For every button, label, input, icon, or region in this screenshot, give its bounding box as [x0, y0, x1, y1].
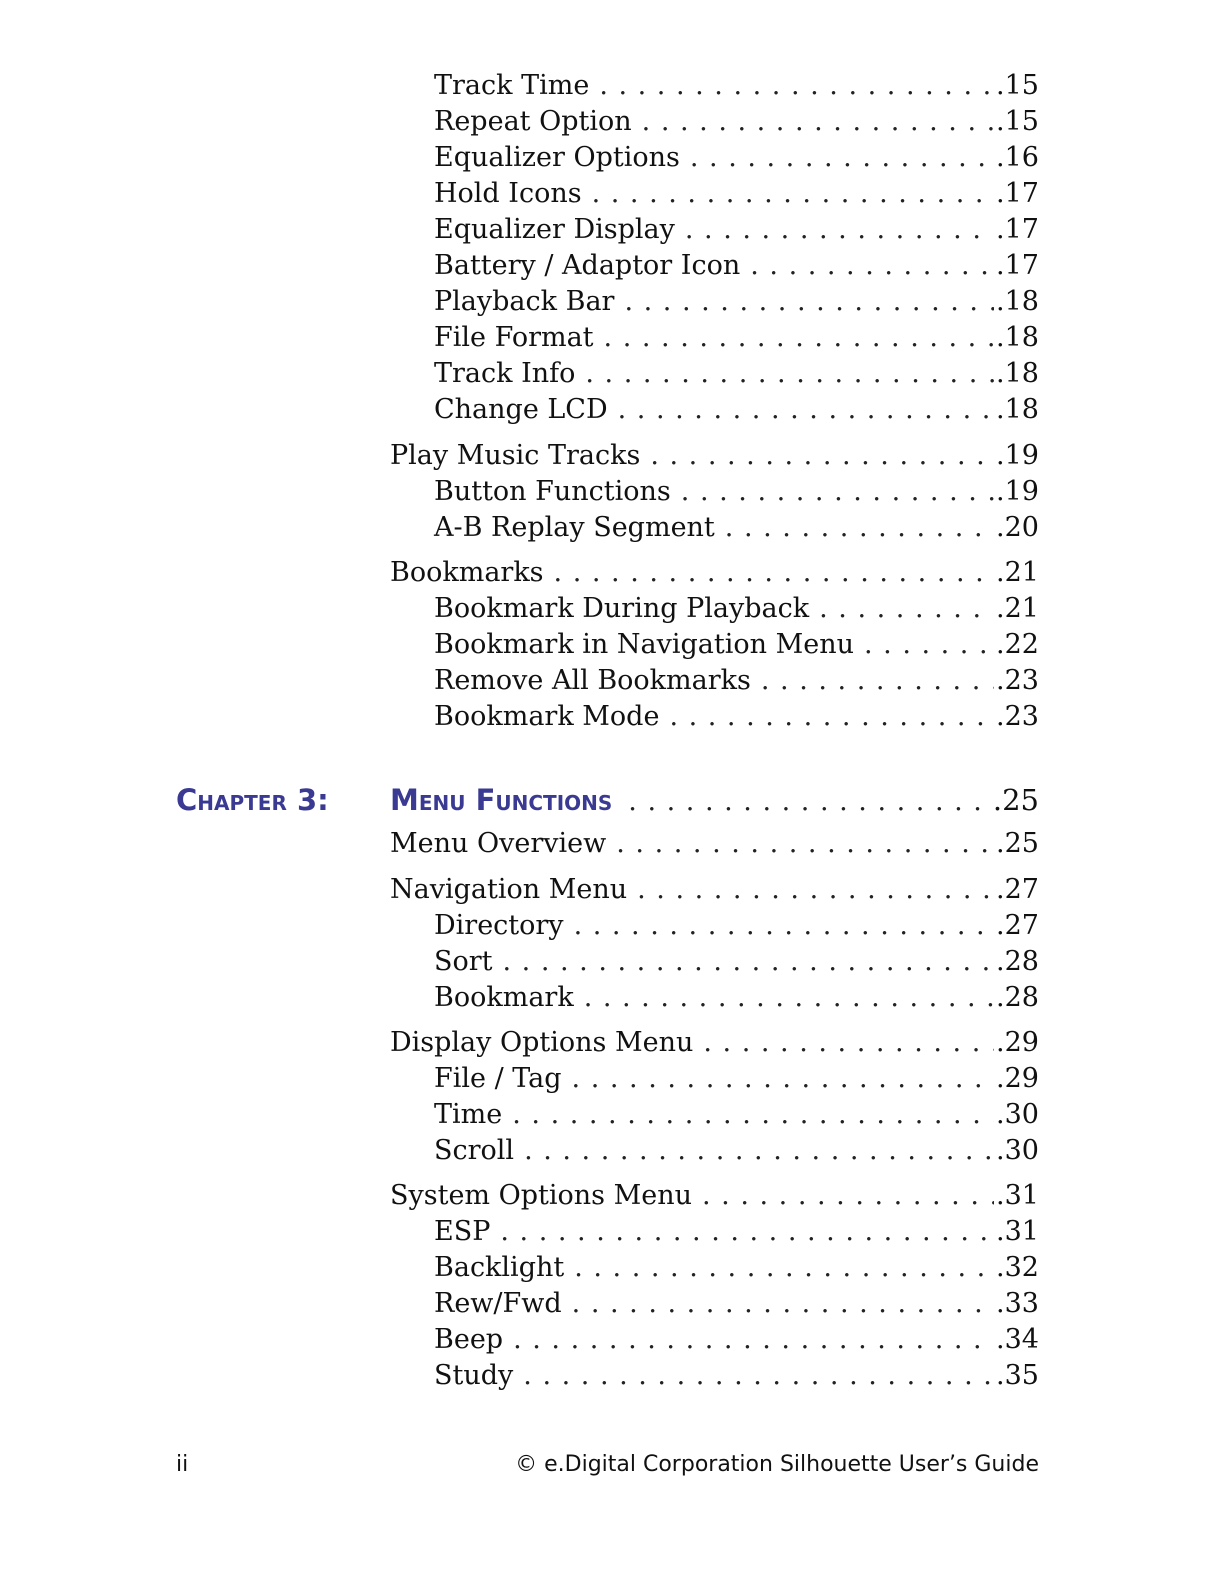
toc-entry-title: Equalizer Display: [434, 214, 675, 245]
toc-entry-page: .15: [996, 106, 1039, 137]
toc-entry-title: File / Tag: [434, 1063, 562, 1094]
toc-section-entry[interactable]: [390, 872, 1039, 908]
toc-entry-page: .23: [996, 665, 1039, 696]
toc-entry[interactable]: [434, 68, 1039, 104]
toc-section-entry[interactable]: [390, 438, 1039, 474]
toc-entry-page: .31: [996, 1180, 1039, 1211]
toc-entry-page: .20: [996, 512, 1039, 543]
toc-entry-page: .27: [996, 910, 1039, 941]
toc-dot-leader: [584, 980, 994, 1016]
toc-entry-title: Scroll: [434, 1135, 515, 1166]
toc-entry-page: .17: [996, 178, 1039, 209]
toc-entry[interactable]: [434, 140, 1039, 176]
toc-dot-leader: [574, 1250, 994, 1286]
toc-dot-leader: [574, 908, 994, 944]
toc-entry[interactable]: [434, 248, 1039, 284]
toc-dot-leader: [642, 104, 994, 140]
toc-entry-page: .28: [996, 946, 1039, 977]
toc-entry-page: .18: [996, 358, 1039, 389]
toc-dot-leader: [616, 826, 994, 862]
toc-entry-page: .17: [996, 250, 1039, 281]
toc-entry-title: Track Time: [434, 70, 590, 101]
toc-section-entry[interactable]: [390, 555, 1039, 591]
toc-entry-title: Play Music Tracks: [390, 440, 641, 471]
toc-entry-title: Hold Icons: [434, 178, 582, 209]
toc-dot-leader: [618, 392, 994, 428]
toc-entry-title: Change LCD: [434, 394, 608, 425]
toc-entry[interactable]: [434, 212, 1039, 248]
toc-dot-leader: [513, 1322, 994, 1358]
toc-entry[interactable]: [434, 510, 1039, 546]
toc-entry[interactable]: [434, 1250, 1039, 1286]
chapter-page: .25: [992, 783, 1039, 817]
toc-section-entry[interactable]: [390, 826, 1039, 862]
toc-entry[interactable]: [434, 1214, 1039, 1250]
toc-entry-page: .28: [996, 982, 1039, 1013]
toc-entry[interactable]: [434, 284, 1039, 320]
toc-entry[interactable]: [434, 1061, 1039, 1097]
chapter-label: Chapter 3:: [176, 783, 329, 817]
toc-dot-leader: [572, 1061, 995, 1097]
toc-entry-title: Beep: [434, 1324, 504, 1355]
toc-entry-page: .18: [996, 286, 1039, 317]
toc-entry-page: .21: [996, 557, 1039, 588]
toc-entry[interactable]: [434, 320, 1039, 356]
toc-entry-page: .19: [996, 476, 1039, 507]
toc-entry-title: Navigation Menu: [390, 874, 628, 905]
toc-section-entry[interactable]: [390, 1025, 1039, 1061]
toc-dot-leader: [523, 1358, 994, 1394]
toc-dot-leader: [685, 212, 994, 248]
toc-entry-title: Button Functions: [434, 476, 671, 507]
toc-entry-page: .34: [996, 1324, 1039, 1355]
toc-entry[interactable]: [434, 1097, 1039, 1133]
toc-entry-title: Remove All Bookmarks: [434, 665, 751, 696]
toc-dot-leader: [703, 1025, 994, 1061]
toc-entry-page: .30: [996, 1135, 1039, 1166]
toc-entry-title: Bookmark in Navigation Menu: [434, 629, 854, 660]
toc-entry[interactable]: [434, 392, 1039, 428]
toc-entry-title: Battery / Adaptor Icon: [434, 250, 741, 281]
toc-entry-page: .18: [996, 322, 1039, 353]
toc-entry[interactable]: [434, 908, 1039, 944]
chapter-heading-entry[interactable]: [390, 780, 1039, 820]
toc-entry-title: Directory: [434, 910, 564, 941]
toc-dot-leader: [585, 356, 994, 392]
toc-dot-leader: [628, 782, 991, 822]
toc-entry-title: System Options Menu: [390, 1180, 693, 1211]
toc-dot-leader: [761, 663, 994, 699]
toc-entry[interactable]: [434, 663, 1039, 699]
footer-page-number: ii: [176, 1452, 189, 1477]
toc-entry[interactable]: [434, 1322, 1039, 1358]
toc-dot-leader: [599, 68, 994, 104]
toc-dot-leader: [650, 438, 994, 474]
toc-entry[interactable]: [434, 944, 1039, 980]
toc-entry-title: Rew/Fwd: [434, 1288, 562, 1319]
toc-dot-leader: [681, 474, 994, 510]
toc-dot-leader: [572, 1286, 994, 1322]
toc-entry[interactable]: [434, 699, 1039, 735]
toc-entry-title: Bookmarks: [390, 557, 544, 588]
toc-entry-page: .19: [996, 440, 1039, 471]
toc-entry-title: Bookmark Mode: [434, 701, 660, 732]
toc-entry[interactable]: [434, 627, 1039, 663]
toc-entry-page: .18: [996, 394, 1039, 425]
toc-entry-page: .25: [996, 828, 1039, 859]
toc-entry-title: File Format: [434, 322, 594, 353]
toc-entry-title: Sort: [434, 946, 493, 977]
toc-entry-page: .35: [996, 1360, 1039, 1391]
toc-dot-leader: [604, 320, 995, 356]
toc-entry-page: .32: [996, 1252, 1039, 1283]
toc-entry-page: .33: [996, 1288, 1039, 1319]
toc-entry-title: Study: [434, 1360, 514, 1391]
toc-entry[interactable]: [434, 356, 1039, 392]
toc-dot-leader: [690, 140, 994, 176]
toc-entry-title: ESP: [434, 1216, 491, 1247]
toc-dot-leader: [512, 1097, 994, 1133]
toc-dot-leader: [524, 1133, 994, 1169]
toc-entry[interactable]: [434, 980, 1039, 1016]
toc-entry[interactable]: [434, 104, 1039, 140]
toc-entry-page: .30: [996, 1099, 1039, 1130]
chapter-title: Menu Functions: [390, 783, 613, 817]
toc-dot-leader: [702, 1178, 994, 1214]
toc-dot-leader: [592, 176, 994, 212]
toc-entry-title: Display Options Menu: [390, 1027, 694, 1058]
toc-dot-leader: [637, 872, 994, 908]
toc-dot-leader: [669, 699, 994, 735]
toc-section-entry[interactable]: [390, 1178, 1039, 1214]
toc-entry[interactable]: [434, 1286, 1039, 1322]
toc-dot-leader: [554, 555, 995, 591]
toc-entry-page: .21: [996, 593, 1039, 624]
toc-dot-leader: [750, 248, 994, 284]
toc-entry[interactable]: [434, 1358, 1039, 1394]
toc-entry[interactable]: [434, 474, 1039, 510]
toc-dot-leader: [500, 1214, 994, 1250]
toc-dot-leader: [624, 284, 994, 320]
toc-dot-leader: [503, 944, 995, 980]
toc-entry[interactable]: [434, 591, 1039, 627]
toc-entry-page: .15: [996, 70, 1039, 101]
toc-entry-title: Equalizer Options: [434, 142, 680, 173]
toc-entry[interactable]: [434, 1133, 1039, 1169]
toc-entry-title: Track Info: [434, 358, 576, 389]
toc-entry-title: Menu Overview: [390, 828, 607, 859]
toc-dot-leader: [864, 627, 994, 663]
toc-entry-page: .23: [996, 701, 1039, 732]
toc-entry-title: Repeat Option: [434, 106, 632, 137]
toc-entry-page: .17: [996, 214, 1039, 245]
toc-entry-page: .29: [996, 1063, 1039, 1094]
toc-entry-title: Backlight: [434, 1252, 565, 1283]
toc-entry-title: Bookmark: [434, 982, 574, 1013]
toc-dot-leader: [819, 591, 994, 627]
toc-entry[interactable]: [434, 176, 1039, 212]
toc-entry-page: .16: [996, 142, 1039, 173]
toc-entry-page: .29: [996, 1027, 1039, 1058]
toc-entry-page: .22: [996, 629, 1039, 660]
toc-entry-title: Bookmark During Playback: [434, 593, 810, 624]
toc-entry-title: A-B Replay Segment: [434, 512, 715, 543]
toc-dot-leader: [725, 510, 994, 546]
toc-entry-page: .31: [996, 1216, 1039, 1247]
toc-entry-title: Time: [434, 1099, 503, 1130]
toc-entry-title: Playback Bar: [434, 286, 615, 317]
footer-copyright: © e.Digital Corporation Silhouette User’s Guide: [515, 1452, 1039, 1477]
toc-entry-page: .27: [996, 874, 1039, 905]
